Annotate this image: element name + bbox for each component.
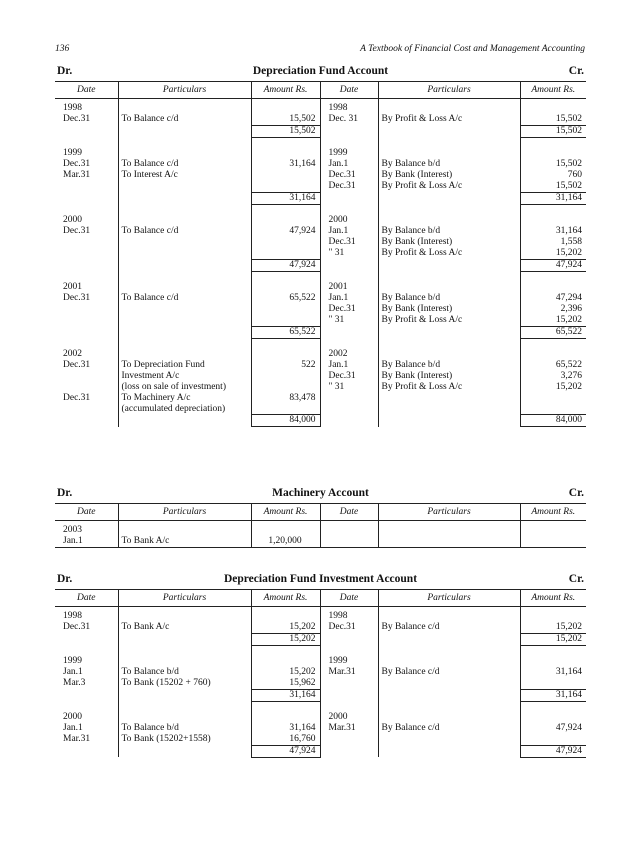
table-row bbox=[55, 371, 586, 382]
year-label: 1998 bbox=[320, 611, 378, 622]
amount-cell: 3,276 bbox=[520, 371, 586, 382]
particulars-cell: To Bank (15202+1558) bbox=[118, 734, 251, 746]
dr-label: Dr. bbox=[57, 65, 73, 77]
table-row bbox=[55, 103, 586, 114]
col-particulars: Particulars bbox=[378, 590, 520, 607]
amount-cell: 760 bbox=[520, 170, 586, 181]
col-particulars: Particulars bbox=[118, 590, 251, 607]
particulars-cell: By Bank (Interest) bbox=[378, 237, 520, 248]
total-cell: 47,924 bbox=[251, 745, 320, 757]
date-cell: Dec.31 bbox=[63, 113, 91, 124]
table-row bbox=[55, 148, 586, 159]
total-cell: 15,502 bbox=[251, 125, 320, 137]
cr-label: Cr. bbox=[568, 487, 584, 499]
year-label: 1998 bbox=[63, 610, 82, 621]
year-label: 2001 bbox=[320, 282, 378, 293]
amount-cell: 31,164 bbox=[251, 723, 320, 734]
total-row bbox=[55, 745, 586, 757]
particulars-cell: By Profit & Loss A/c bbox=[378, 114, 520, 126]
account-header bbox=[55, 573, 586, 589]
table-row bbox=[55, 712, 586, 723]
particulars-cell: (accumulated depreciation) bbox=[118, 404, 251, 415]
account-title: Depreciation Fund Investment Account bbox=[223, 573, 418, 585]
amount-cell: 15,202 bbox=[520, 315, 586, 327]
year-label: 2000 bbox=[320, 215, 378, 226]
col-date: Date bbox=[320, 504, 378, 521]
year-label: 1999 bbox=[63, 655, 82, 666]
particulars-cell: To Balance b/d bbox=[118, 667, 251, 678]
total-cell: 65,522 bbox=[251, 326, 320, 338]
date-cell: Mar.31 bbox=[320, 667, 378, 678]
amount-cell: 83,478 bbox=[251, 393, 320, 404]
year-label: 2000 bbox=[320, 712, 378, 723]
total-cell: 47,924 bbox=[520, 745, 586, 757]
table-row bbox=[55, 159, 586, 170]
particulars-cell: By Bank (Interest) bbox=[378, 170, 520, 181]
table-row bbox=[55, 525, 586, 536]
particulars-cell: To Balance b/d bbox=[118, 723, 251, 734]
table-row bbox=[55, 393, 586, 404]
amount-cell: 47,924 bbox=[251, 226, 320, 237]
col-amount: Amount Rs. bbox=[520, 590, 586, 607]
amount-cell: 31,164 bbox=[520, 667, 586, 678]
page-number: 136 bbox=[55, 44, 70, 54]
date-cell: Jan.1 bbox=[320, 226, 378, 237]
date-cell: Dec.31 bbox=[63, 621, 91, 632]
particulars-cell: By Bank (Interest) bbox=[378, 304, 520, 315]
total-cell: 47,924 bbox=[520, 259, 586, 271]
table-row bbox=[55, 360, 586, 371]
amount-cell: 15,502 bbox=[251, 114, 320, 126]
year-label: 2000 bbox=[63, 711, 82, 722]
table-row bbox=[55, 215, 586, 226]
account-header bbox=[55, 65, 586, 81]
amount-cell: 2,396 bbox=[520, 304, 586, 315]
date-cell: Mar.31 bbox=[320, 723, 378, 734]
total-row bbox=[55, 192, 586, 204]
date-cell: Jan.1 bbox=[63, 722, 83, 733]
total-row bbox=[55, 415, 586, 427]
particulars-cell: By Balance b/d bbox=[378, 159, 520, 170]
book-title: A Textbook of Financial Cost and Management Accounting bbox=[360, 44, 585, 54]
table-row bbox=[55, 667, 586, 678]
total-row bbox=[55, 259, 586, 271]
date-cell: Jan.1 bbox=[320, 293, 378, 304]
dr-label: Dr. bbox=[57, 573, 73, 585]
particulars-cell: By Profit & Loss A/c bbox=[378, 315, 520, 327]
amount-cell: 15,202 bbox=[520, 248, 586, 260]
amount-cell: 31,164 bbox=[251, 159, 320, 170]
particulars-cell: By Balance c/d bbox=[378, 723, 520, 734]
col-particulars: Particulars bbox=[118, 504, 251, 521]
dr-label: Dr. bbox=[57, 487, 73, 499]
table-row bbox=[55, 282, 586, 293]
total-cell: 31,164 bbox=[251, 689, 320, 701]
col-date: Date bbox=[55, 590, 118, 607]
table-row bbox=[55, 404, 586, 415]
date-cell: " 31 bbox=[320, 315, 378, 327]
date-cell: Mar.3 bbox=[63, 677, 86, 688]
cr-label: Cr. bbox=[568, 573, 584, 585]
col-amount: Amount Rs. bbox=[251, 82, 320, 99]
amount-cell: 1,20,000 bbox=[251, 536, 320, 548]
col-particulars: Particulars bbox=[378, 504, 520, 521]
particulars-cell: To Machinery A/c bbox=[118, 393, 251, 404]
machinery-account bbox=[55, 487, 586, 548]
header-row bbox=[55, 504, 586, 521]
total-row bbox=[55, 689, 586, 701]
particulars-cell: By Profit & Loss A/c bbox=[378, 248, 520, 260]
col-date: Date bbox=[55, 82, 118, 99]
ledger-table bbox=[55, 503, 586, 548]
particulars-cell: To Balance c/d bbox=[118, 114, 251, 126]
date-cell: Jan.1 bbox=[55, 536, 118, 548]
year-label: 1999 bbox=[320, 148, 378, 159]
table-row bbox=[55, 349, 586, 360]
date-cell: " 31 bbox=[320, 382, 378, 393]
col-particulars: Particulars bbox=[118, 82, 251, 99]
particulars-cell: To Balance c/d bbox=[118, 226, 251, 237]
date-cell: " 31 bbox=[320, 248, 378, 260]
amount-cell: 15,202 bbox=[251, 667, 320, 678]
ledger-table bbox=[55, 81, 586, 427]
date-cell: Dec.31 bbox=[320, 181, 378, 193]
date-cell: Dec.31 bbox=[63, 158, 91, 169]
table-row bbox=[55, 181, 586, 193]
date-cell: Jan.1 bbox=[63, 666, 83, 677]
table-row bbox=[55, 611, 586, 622]
amount-cell: 15,502 bbox=[520, 159, 586, 170]
total-cell: 31,164 bbox=[520, 192, 586, 204]
table-row bbox=[55, 237, 586, 248]
particulars-cell: To Bank A/c bbox=[118, 622, 251, 634]
particulars-cell: (loss on sale of investment) bbox=[118, 382, 251, 393]
amount-cell: 15,202 bbox=[251, 622, 320, 634]
total-cell: 15,202 bbox=[520, 633, 586, 645]
amount-cell: 15,962 bbox=[251, 678, 320, 690]
particulars-cell: By Balance b/d bbox=[378, 293, 520, 304]
amount-cell: 1,558 bbox=[520, 237, 586, 248]
table-row bbox=[55, 656, 586, 667]
total-cell: 15,202 bbox=[251, 633, 320, 645]
amount-cell: 65,522 bbox=[251, 293, 320, 304]
header-row bbox=[55, 82, 586, 99]
table-row bbox=[55, 293, 586, 304]
amount-cell: 15,202 bbox=[520, 622, 586, 634]
date-cell: Dec.31 bbox=[63, 392, 91, 403]
table-row bbox=[55, 382, 586, 393]
account-title: Depreciation Fund Account bbox=[252, 65, 389, 77]
date-cell: Dec.31 bbox=[63, 292, 91, 303]
date-cell: Dec.31 bbox=[320, 622, 378, 634]
total-cell: 15,502 bbox=[520, 125, 586, 137]
date-cell: Dec.31 bbox=[320, 170, 378, 181]
table-row bbox=[55, 114, 586, 126]
account-title: Machinery Account bbox=[272, 487, 369, 499]
table-row bbox=[55, 304, 586, 315]
table-row bbox=[55, 734, 586, 746]
date-cell: Dec.31 bbox=[320, 304, 378, 315]
total-cell: 84,000 bbox=[520, 415, 586, 427]
particulars-cell: By Balance b/d bbox=[378, 226, 520, 237]
particulars-cell: To Balance c/d bbox=[118, 159, 251, 170]
depreciation-fund-investment-account bbox=[55, 573, 586, 758]
col-date: Date bbox=[55, 504, 118, 521]
year-label: 2003 bbox=[63, 524, 82, 535]
col-amount: Amount Rs. bbox=[251, 504, 320, 521]
amount-cell: 65,522 bbox=[520, 360, 586, 371]
particulars-cell: By Balance c/d bbox=[378, 622, 520, 634]
total-cell: 65,522 bbox=[520, 326, 586, 338]
particulars-cell: To Balance c/d bbox=[118, 293, 251, 304]
year-label: 2000 bbox=[63, 214, 82, 225]
total-cell: 31,164 bbox=[520, 689, 586, 701]
particulars-cell: By Profit & Loss A/c bbox=[378, 382, 520, 393]
table-row bbox=[55, 315, 586, 327]
date-cell: Dec. 31 bbox=[320, 114, 378, 126]
depreciation-fund-account bbox=[55, 65, 586, 427]
total-row bbox=[55, 633, 586, 645]
header-row bbox=[55, 590, 586, 607]
particulars-cell: To Bank (15202 + 760) bbox=[118, 678, 251, 690]
particulars-cell: By Bank (Interest) bbox=[378, 371, 520, 382]
ledger-table bbox=[55, 589, 586, 758]
year-label: 1999 bbox=[63, 147, 82, 158]
amount-cell bbox=[251, 170, 320, 181]
table-row bbox=[55, 248, 586, 260]
year-label: 1998 bbox=[320, 103, 378, 114]
date-cell: Mar.31 bbox=[63, 733, 91, 744]
particulars-cell: To Bank A/c bbox=[118, 536, 251, 548]
amount-cell: 31,164 bbox=[520, 226, 586, 237]
amount-cell: 15,202 bbox=[520, 382, 586, 393]
col-amount: Amount Rs. bbox=[520, 82, 586, 99]
amount-cell: 47,294 bbox=[520, 293, 586, 304]
year-label: 2001 bbox=[63, 281, 82, 292]
table-row bbox=[55, 170, 586, 181]
total-row bbox=[55, 125, 586, 137]
year-label: 1998 bbox=[63, 102, 82, 113]
amount-cell: 16,760 bbox=[251, 734, 320, 746]
table-row bbox=[55, 622, 586, 634]
amount-cell: 522 bbox=[251, 360, 320, 371]
particulars-cell: By Profit & Loss A/c bbox=[378, 181, 520, 193]
col-date: Date bbox=[320, 590, 378, 607]
amount-cell: 15,502 bbox=[520, 181, 586, 193]
table-row bbox=[55, 678, 586, 690]
total-cell: 31,164 bbox=[251, 192, 320, 204]
particulars-cell: Investment A/c bbox=[118, 371, 251, 382]
cr-label: Cr. bbox=[568, 65, 584, 77]
col-particulars: Particulars bbox=[378, 82, 520, 99]
particulars-cell: By Balance b/d bbox=[378, 360, 520, 371]
particulars-cell: To Depreciation Fund bbox=[118, 360, 251, 371]
col-date: Date bbox=[320, 82, 378, 99]
date-cell: Jan.1 bbox=[320, 159, 378, 170]
total-cell: 47,924 bbox=[251, 259, 320, 271]
col-amount: Amount Rs. bbox=[251, 590, 320, 607]
table-row bbox=[55, 226, 586, 237]
col-amount: Amount Rs. bbox=[520, 504, 586, 521]
date-cell: Dec.31 bbox=[63, 359, 91, 370]
running-head bbox=[55, 44, 585, 58]
table-row bbox=[55, 536, 586, 548]
date-cell: Jan.1 bbox=[320, 360, 378, 371]
particulars-cell: To Interest A/c bbox=[118, 170, 251, 181]
date-cell: Dec.31 bbox=[63, 225, 91, 236]
date-cell: Dec.31 bbox=[320, 237, 378, 248]
total-cell: 84,000 bbox=[251, 415, 320, 427]
year-label: 1999 bbox=[320, 656, 378, 667]
amount-cell: 47,924 bbox=[520, 723, 586, 734]
total-row bbox=[55, 326, 586, 338]
year-label: 2002 bbox=[63, 348, 82, 359]
year-label: 2002 bbox=[320, 349, 378, 360]
account-header bbox=[55, 487, 586, 503]
particulars-cell: By Balance c/d bbox=[378, 667, 520, 678]
table-row bbox=[55, 723, 586, 734]
date-cell: Mar.31 bbox=[63, 169, 91, 180]
date-cell: Dec.31 bbox=[320, 371, 378, 382]
amount-cell: 15,502 bbox=[520, 114, 586, 126]
